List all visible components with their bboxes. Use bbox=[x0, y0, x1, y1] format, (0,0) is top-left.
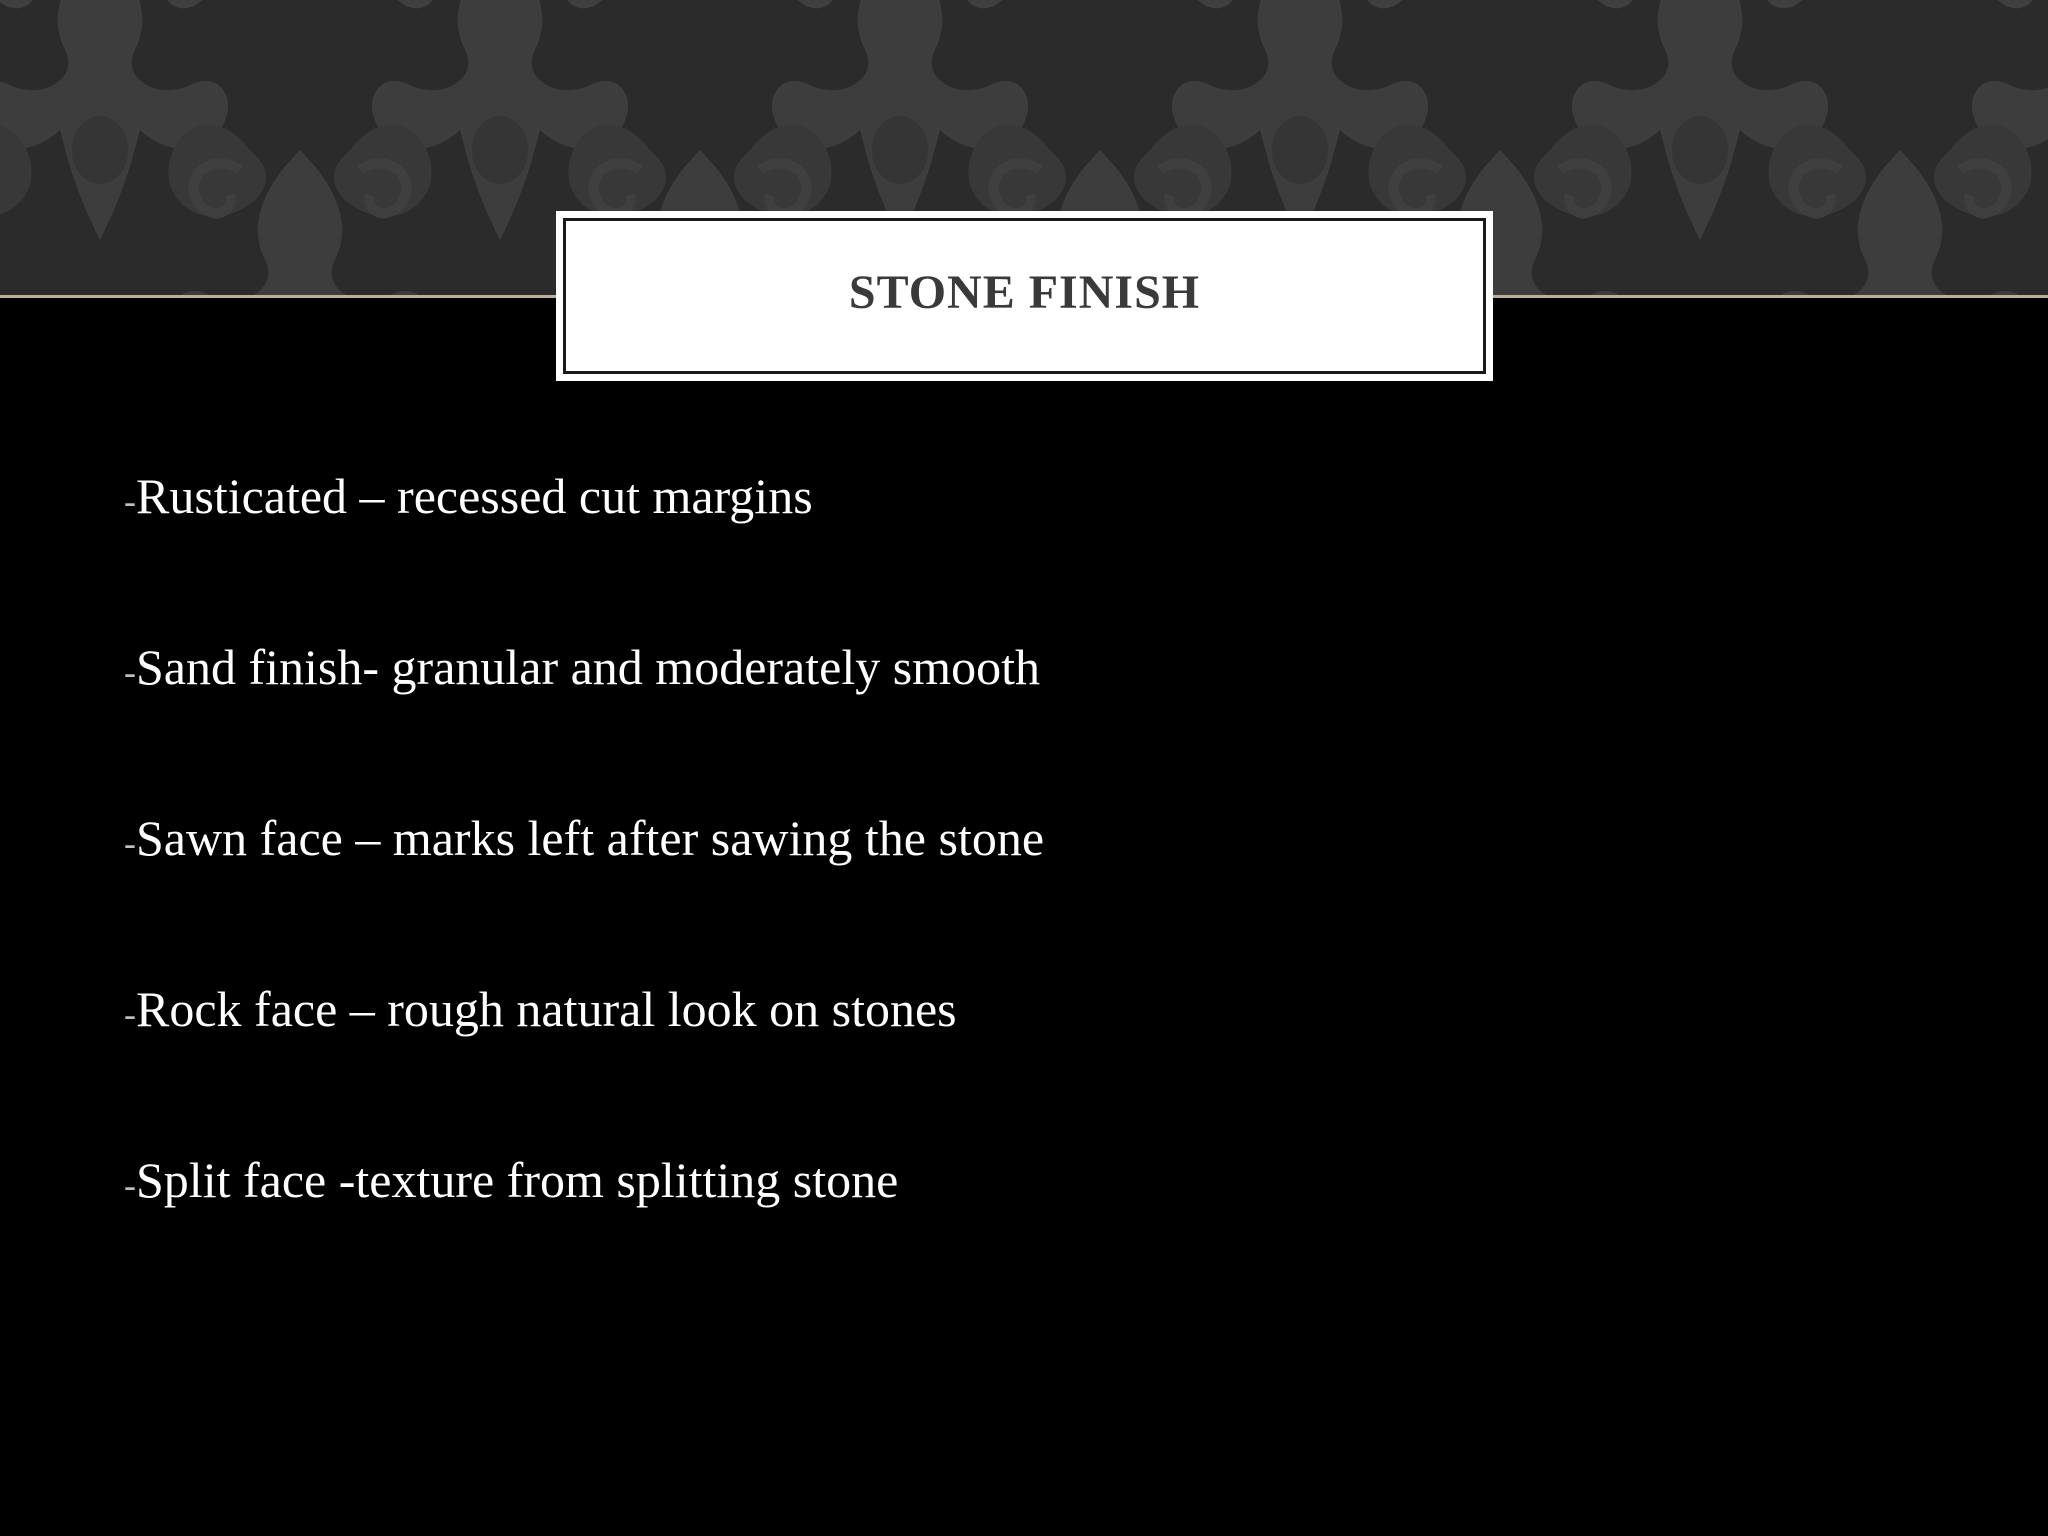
bullet-list bbox=[124, 460, 1824, 1315]
bullet-marker: - bbox=[124, 994, 136, 1034]
bullet-item bbox=[124, 1144, 1824, 1315]
bullet-text: Rusticated – recessed cut margins bbox=[136, 468, 813, 524]
bullet-text: Sand finish- granular and moderately smooth bbox=[136, 639, 1040, 695]
title-box-border bbox=[563, 218, 1486, 374]
title-box bbox=[556, 211, 1493, 381]
bullet-text: Sawn face – marks left after sawing the stone bbox=[136, 810, 1045, 866]
bullet-text: Split face -texture from splitting stone bbox=[136, 1152, 899, 1208]
bullet-marker: - bbox=[124, 652, 136, 692]
bullet-marker: - bbox=[124, 823, 136, 863]
bullet-text: Rock face – rough natural look on stones bbox=[136, 981, 957, 1037]
bullet-item bbox=[124, 460, 1824, 631]
bullet-item bbox=[124, 973, 1824, 1144]
bullet-marker: - bbox=[124, 1165, 136, 1205]
bullet-item bbox=[124, 802, 1824, 973]
slide-title: STONE FINISH bbox=[848, 266, 1201, 319]
bullet-marker: - bbox=[124, 481, 136, 521]
bullet-item bbox=[124, 631, 1824, 802]
